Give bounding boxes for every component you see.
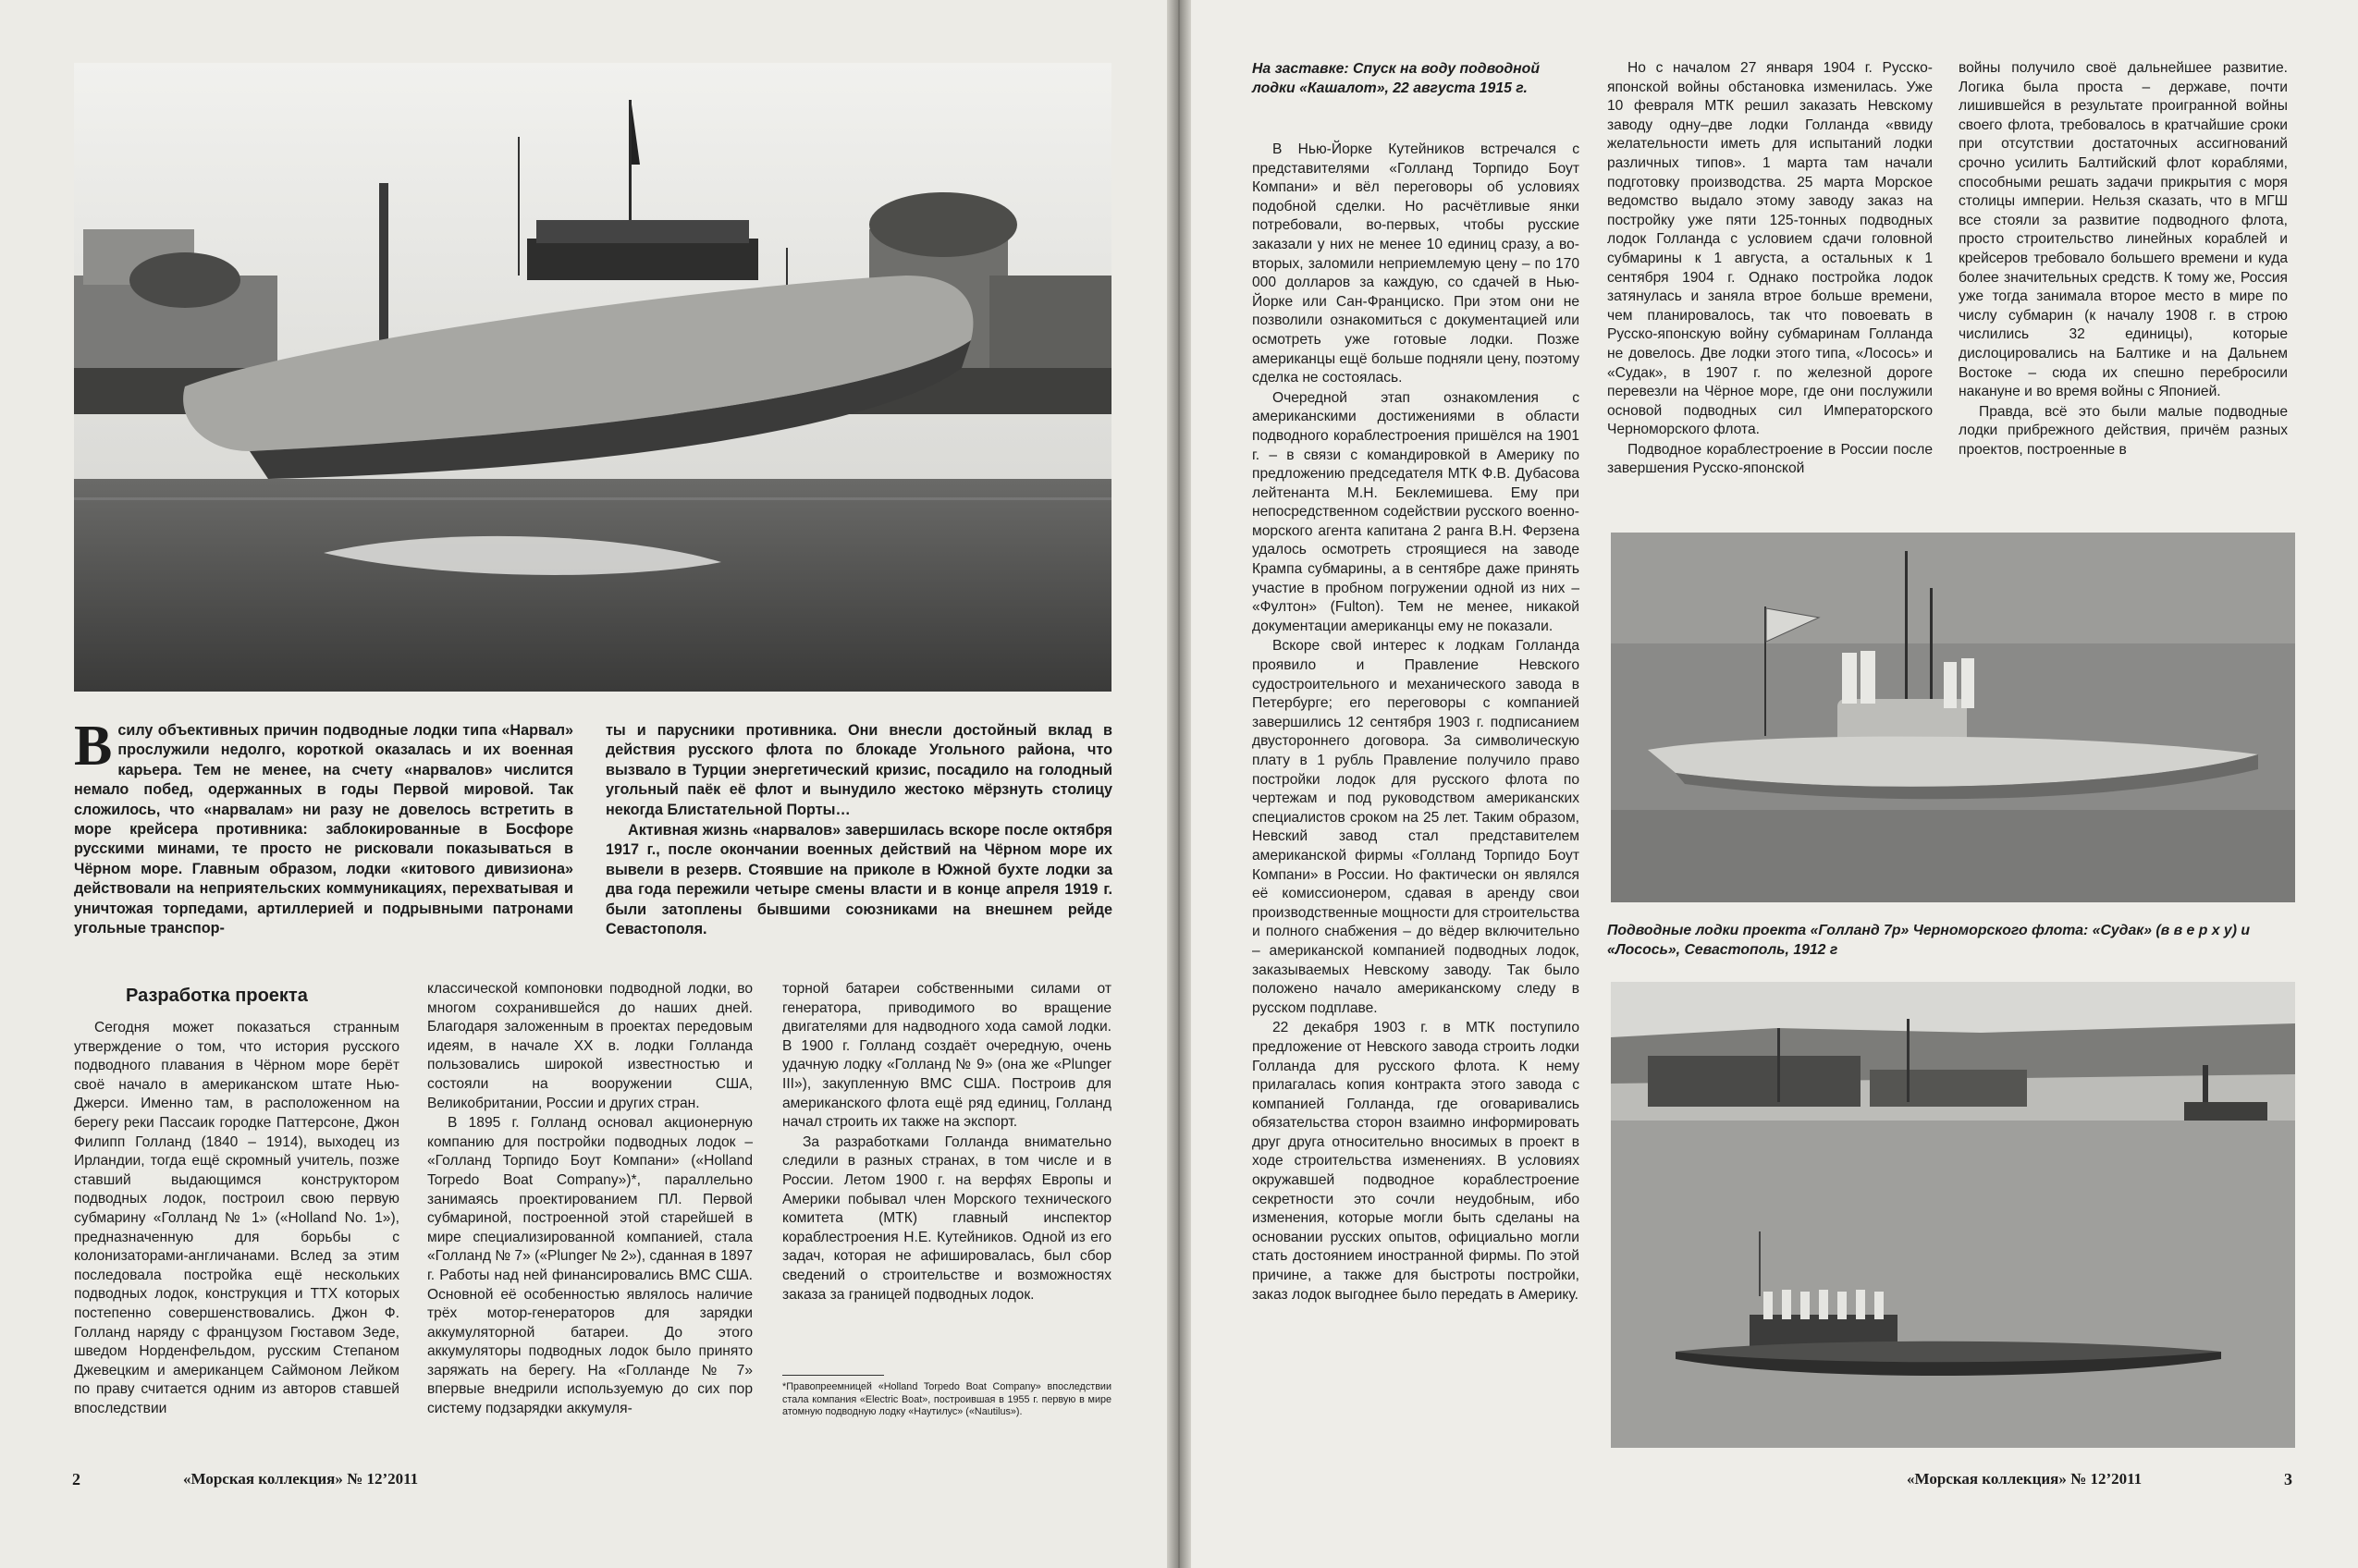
page-number-left: 2 bbox=[72, 1470, 80, 1488]
right-column-3 bbox=[1959, 59, 2288, 460]
magazine-title-right: «Морская коллекция» № 12’2011 bbox=[1907, 1470, 2143, 1488]
right-col3-p1: войны получило своё дальнейшее развитие. Логика была проста – державе, почти лишившейся в результате проигранной войны своего флота, требовалось в кратчайшие сроки при отсутствии достаточных ассигнований срочно усилить Балтийский флот кораблями, способными решать задачи прикрытия с моря столицы империи. Нельзя сказать, что в МГШ все стояли за развитие подводного флота, просто строительство линейных кораблей и крейсеров требовало большего времени и куда более значительных средств. К тому же, Россия уже тогда занимала второе место в мире по числу субмарин (к началу 1908 г. в строю числились 32 единицы), которые дислоцировались на Балтике и на Дальнем Востоке – сюда их спешно перебросили накануне и во время войны с Японией. bbox=[1959, 60, 2288, 400]
body-text-3a: торной батареи собственными силами от генератора, приводимого во вращение двигателями для надводного хода самой лодки. В 1900 г. Голланд создаёт очередную, очень удачную лодку «Голланд № 9» (она же «Plunger III»), закупленную ВМС США. Построив для американского флота ещё ряд единиц, Голланд начал строить их также на экспорт. bbox=[782, 981, 1111, 1131]
right-page bbox=[1185, 0, 2358, 1568]
left-page bbox=[0, 0, 1173, 1568]
lead-text-2b: Активная жизнь «нарвалов» завершилась вскоре после октября 1917 г., после окончании военных действий на Чёрном море их вывели в резерв. Стоявшие на приколе в Южной бухте лодки за два года пережили четыре смены власти и в конце апреля 1919 г. были затоплены бывшими союзниками на внешнем рейде Севастополя. bbox=[606, 822, 1112, 938]
body-text-2b: В 1895 г. Голланд основал акционерную компанию для постройки подводных лодок – «Голланд Торпидо Боут Компани» («Holland Torpedo Boat Company»)*, параллельно занимаясь проектированием ПЛ. Первой субмариной, построенной этой старейшей в мире специализированной компанией, стала «Голланд № 7» («Plunger № 2»), сданная в 1897 г. Работы над ней финансировались ВМС США. Основной её особенностью являлось наличие трёх мотор-генераторов для зарядки аккумуляторной батареи. До этого аккумуляторы подводных лодок было принято заряжать на берегу. На «Голланде № 7» впервые внедрили используемую до сих пор систему подзарядки аккумуля- bbox=[427, 1115, 753, 1417]
footnote: *Правопреемницей «Holland Torpedo Boat Company» впоследствии стала компания «Electric Boat», построившая в 1955 г. первую в мире атомную подводную лодку «Наутилус» («Nautilus»). bbox=[782, 1381, 1111, 1417]
right-column-2 bbox=[1607, 59, 1933, 480]
section-heading: Разработка проекта bbox=[126, 986, 308, 1006]
footnote-rule bbox=[782, 1375, 884, 1376]
body-column-2 bbox=[427, 980, 753, 1420]
magazine-title-left: «Морская коллекция» № 12’2011 bbox=[183, 1470, 419, 1488]
sudak-photo bbox=[1611, 533, 2295, 902]
right-col1-p3: Вскоре свой интерес к лодкам Голланда проявило и Правление Невского судостроительного и механического завода в Петербурге; его переговоры с компанией завершились 12 сентября 1903 г. подписанием двустороннего договора. За символическую плату в 1 рубль Правление получило право постройки лодок для русского флота по чертежам и под руководством американских специалистов сроком на 25 лет. Таким образом, Невский завод стал представителем американской фирмы «Голланд Торпидо Боут Компани» в России. Но фактически он являлся её комиссионером, сдавая в аренду свои производственные мощности для строительства и полного снабжения – до вёдер включительно – американской компанией подводных лодок, заказываемых Невскому заводу. Так было положено начало американскому следу в русском подплаве. bbox=[1252, 638, 1579, 1016]
binding-gutter bbox=[1167, 0, 1191, 1568]
body-column-3 bbox=[782, 980, 1111, 1305]
right-col3-p2: Правда, всё это были малые подводные лодки прибрежного действия, причём разных проектов, построенные в bbox=[1959, 403, 2288, 458]
cover-caption: На заставке: Спуск на воду подводной лодки «Кашалот», 22 августа 1915 г. bbox=[1252, 61, 1540, 96]
body-text-2a: классической компоновки подводной лодки, во многом сохранившейся до наших дней. Благодаря заложенным в проектах передовым идеям, в начале XX в. лодки Голланда пользовались широкой известностью и состояли на вооружении США, Великобритании, России и других стран. bbox=[427, 981, 753, 1111]
lead-dropcap: В bbox=[74, 715, 113, 778]
lead-text-1: силу объективных причин подводные лодки типа «Нарвал» прослужили недолго, короткой оказалась и их военная карьера. Тем не менее, на счету «нарвалов» числится немало побед, одержанных в годы Первой мировой. Так сложилось, что «нарвалам» ни разу не довелось встретить в море крейсера противника: заблокированные в Босфоре русскими минами, те просто не рисковали показываться в Чёрном море. Главным образом, лодки «китового дивизиона» действовали на неприятельских коммуникациях, перехватывая и уничтожая торпедами, артиллерией и подрывными патронами угольные транспор- bbox=[74, 722, 573, 937]
right-col2-p2: Подводное кораблестроение в России после завершения Русско-японской bbox=[1607, 441, 1933, 477]
right-col1-p2: Очередной этап ознакомления с американскими достижениями в области подводного кораблестроения пришёлся на 1901 г. – в связи с командировкой в Америку по предложению председателя МТК Ф.В. Дубасова лейтенанта М.Н. Беклемишева. Ему при непосредственном содействии русского военно-морского агента капитана 2 ранга В.Н. Ферзена удалось осмотреть строящиеся на заводе Крампа субмарины, а в сентябре даже принять участие в пробном погружении одной из них – «Фултон» (Fulton). Тем не менее, никакой документации американцы ему не показали. bbox=[1252, 389, 1579, 634]
body-text-1: Сегодня может показаться странным утверждение о том, что история русского подводного плавания в Чёрном море берёт своё начало в американском штате Нью-Джерси. Именно там, в расположенном на берегу реки Пассаик городке Паттерсоне, Джон Филипп Голланд (1840 – 1914), выходец из Ирландии, тогда ещё скромный учитель, позже ставший выдающимся конструктором подводных лодок, построил свою первую субмарину «Голланд № 1» («Holland No. 1»), предназначенную для борьбы с колонизаторами-англичанами. Вслед за этим последовала постройка ещё нескольких подводных лодок, конструкция и ТТХ которых постепенно совершенствовались. Джон Ф. Голланд наряду с французом Гюставом Зеде, шведом Норденфельдом, русским Степаном Джевецким и американцем Саймоном Лейком по праву считается одним из авторов ставшей впоследствии bbox=[74, 1020, 399, 1416]
right-column-1 bbox=[1252, 141, 1579, 1305]
launch-photo-kashalot bbox=[74, 63, 1111, 692]
page-number-right: 3 bbox=[2284, 1470, 2292, 1488]
lead-column-2 bbox=[606, 721, 1112, 940]
right-col1-p4: 22 декабря 1903 г. в МТК поступило предложение от Невского завода строить лодки Голланда для русского флота. К нему прилагалась копия контракта этого завода с компанией Голланда, где оговаривались обязательства сторон взаимно информировать друг друга относительно вносимых в проект в ходе строительства изменениях. В условиях окружавшей подводное кораблестроение секретности это сочли неудобным, ибо изменения, которые могли быть сделаны на основании русских опытов, официально могли стать достоянием иностранной фирмы. По этой причине, а также для быстроты постройки, заказ лодок выгоднее было передать в Америку. bbox=[1252, 1020, 1579, 1303]
body-text-3b: За разработками Голланда внимательно следили в разных странах, в том числе и в России. Летом 1900 г. на верфях Европы и Америки побывал член Морского технического комитета (МТК) главный инспектор кораблестроения Н.Е. Кутейников. Одной из его задач, которая не афишировалась, был сбор сведений о строительстве и возможностях заказа за границей подводных лодок. bbox=[782, 1133, 1111, 1303]
lead-column-1 bbox=[74, 715, 573, 939]
losos-photo bbox=[1611, 982, 2295, 1448]
photo-caption: Подводные лодки проекта «Голланд 7р» Черноморского флота: «Судак» (в в е р х у) и «Лосось», Севастополь, 1912 г bbox=[1607, 923, 2251, 958]
body-column-1 bbox=[74, 1019, 399, 1419]
lead-text-2a: ты и парусники противника. Они внесли достойный вклад в действия русского флота по блокаде Угольного района, что вызвало в Турции энергетический кризис, посадило на голодный угольный паёк её флот и вынудило жестоко мёрзнуть столицу некогда Блистательной Порты… bbox=[606, 722, 1112, 818]
right-col2-p1: Но с началом 27 января 1904 г. Русско-японской войны обстановка изменилась. Уже 10 февраля МТК решил заказать Невскому заводу одну–две лодки Голланда «ввиду желательности иметь для испытаний лодки различных типов». 1 марта там начали подготовку производства. 25 марта Морское ведомство выдало этому заводу заказ на постройку уже пяти 125-тонных подводных лодок Голланда с условием сдачи головной субмарины к 1 августа, а остальных к 1 сентября 1904 г. Однако постройка лодок затянулась и заняла втрое больше времени, чем планировалось, так что повоевать в Русско-японскую войну субмаринам Голланда не довелось. Две лодки этого типа, «Лосось» и «Судак», в 1907 г. по железной дороге перевезли на Чёрное море, где они послужили основой подводных сил Императорского Черноморского флота. bbox=[1607, 60, 1933, 438]
right-col1-p1: В Нью-Йорке Кутейников встречался с представителями «Голланд Торпидо Боут Компани» и вёл переговоры об условиях подобной сделки. Но расчётливые янки потребовали, во-первых, чтобы русские заказали у них не менее 10 единиц сразу, а во-вторых, заломили неприемлемую цену – по 170 000 долларов за каждую, со сдачей в Нью-Йорке или Сан-Франциско. При этом они не позволили ознакомиться с документацией или осмотреть уже готовые лодки. Позже американцы ещё больше подняли цену, поэтому сделка не состоялась. bbox=[1252, 141, 1579, 386]
